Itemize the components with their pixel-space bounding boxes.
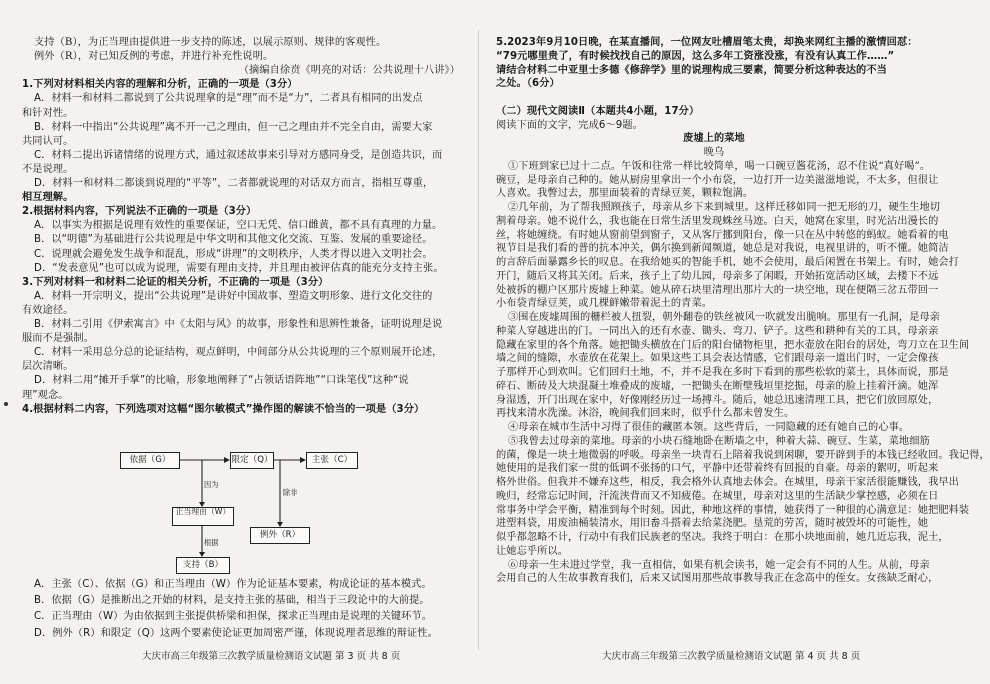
text-line: 碗豆，是母亲自己种的。她从厨房里拿出一个小布袋，一边打开一边美滋滋地说，不太多，但很让 — [496, 174, 939, 186]
text-line: 格外世俗。但我并不嫌弃这些，相反，我会格外认真地去体会。在城里，母亲干家活很能赚钱，我早出 — [496, 477, 959, 488]
text-line: 5.2023年9月10日晚，在某直播间，一位网友吐槽眉笔太贵，却换来网红主播的激情回怼： — [496, 37, 918, 48]
text-line: 会用自己的人生故事教育我们，后来又试图用那些故事教导我正在念高中的侄女。女孩缺乏耐心， — [496, 573, 939, 585]
text-line: ①下班到家已过十二点。午饭和往常一样比较简单，喝一口碗豆酱花汤，忍不住说“真好喝”。 — [508, 160, 931, 172]
text-line: ⑥母亲一生未进过学堂，我一直相信，如果有机会读书，她一定会有不同的人生。从前，母亲 — [508, 559, 930, 571]
text-line: 小布袋青绿豆荚，或几棵鲜嫩带着泥土的青菜。 — [496, 298, 713, 310]
box-warrant: 正当理由（W） — [172, 507, 234, 526]
text-line: 视节目是我们看的普的抗本冲关，偶尔换到新闻频道，她总是对我说，电视里讲的，听不懂。她简洁 — [496, 243, 949, 255]
text-line: 处被拆的棚户区那片废墟上种菜。她从碎石块里清理出那片大的一块空地，现在便隔三岔五带回一 — [496, 284, 939, 296]
text-line: 层次清晰。 — [22, 361, 74, 373]
text-line: 她使用的是我们家一贯的低调不张扬的口气，平静中还带着终有回报的自豪。母亲的絮叨，听起来 — [496, 463, 939, 475]
text-line: 身湿透，开门出现在家中，好像刚经历过一场搏斗。随后，她总迅速清理工具，把它们放回原处， — [496, 394, 939, 406]
box-qualifier: 限定（Q） — [230, 452, 274, 469]
text-line: 和针对性。 — [22, 107, 74, 119]
text-line: 割着母亲。她不说什么，我也能在日常生活里发现蛛丝马迹。白天，她窝在家里，时光沾出漫长的 — [496, 215, 939, 227]
box-rebuttal: 例外（R） — [250, 527, 310, 544]
text-line: 似乎都忽略不计，行动中有我们民族老的坚决。我终于明白：在那小块地面前，她几近忘我，泥土， — [496, 532, 949, 543]
text-line: B．材料二引用《伊索寓言》中《太阳与风》的故事，形象性和思辨性兼备，证明说理是说 — [34, 319, 443, 330]
text-line: A．材料一和材料二都说到了公共说理拿的是“理”而不是“力”，二者具有相同的出发点 — [34, 93, 423, 105]
text-line: A．材料一开宗明义，提出“公共说理”是讲好中国故事、塑造文明形象、进行文化交往的 — [34, 290, 433, 302]
text-line: C．说理就会避免发生战争和混乱，形成“讲理”的文明秩序，人类才得以进入文明社会。 — [34, 248, 433, 260]
text-line: 的菌，像是一块土地微弱的呼吸。母亲坐一块青石上陪着我说到闲聊，要开辟到手的本钱已经收回。我记得， — [496, 449, 990, 461]
diagram-connectors — [120, 452, 360, 578]
text-line: 常事务中学会平衡，精准到每个时刻。因此，种地这样的事情，她获得了一种很的心满意足：她把肥料装 — [496, 504, 970, 516]
box-grounds: 依据（G） — [120, 452, 180, 469]
text-line: 2.根据材料内容，下列说法不正确的一项是（3分） — [22, 206, 257, 218]
option-line: A．主张（C）、依据（G）和正当理由（W）作为论证基本要素，构成论证的基本模式。 — [34, 579, 432, 590]
text-line: 进塑料袋，用废油桶装清水，用旧畚斗搭着去给菜浇肥。垦荒的劳苦，随时被毁坏的可能性，她 — [496, 518, 929, 530]
text-line: 丝，将她缠绕。有时她从窗前望到窗子，又从客厅挪到阳台，像一只在丛中转悠的蚂蚁。她看着的电 — [496, 229, 949, 241]
text-line: 例外（R），对已知反例的考虑，并进行补充性说明。 — [34, 51, 274, 63]
margin-mark — [4, 402, 8, 406]
option-line: C．正当理由（W）为由依据到主张提供桥梁和担保，探求正当理由是说理的关键环节。 — [34, 611, 433, 623]
page-divider — [478, 30, 479, 650]
text-line: 理”观念。 — [22, 389, 69, 401]
text-line: “79元哪里贵了，有时候找找自己的原因，这么多年工资涨没涨，有没有认真工作……” — [496, 50, 895, 62]
text-line: 人喜欢。我瞥过去，那里面装着的青绿豆荚，颗粒饱满。 — [496, 188, 754, 200]
text-line: C．材料一采用总分总的论证结构，观点鲜明，中间部分从公共说理的三个原则展开论述， — [34, 347, 443, 359]
text-line: 相互理解。 — [22, 192, 74, 204]
right-page — [496, 0, 990, 684]
text-line: 有效途径。 — [22, 304, 74, 316]
text-line: C．材料二提出诉诸情绪的说理方式，通过叙述故事来引导对方感同身受，是创造共识，而 — [34, 149, 443, 161]
option-line: D．例外（R）和限定（Q）这两个要素使论证更加周密严谨，体现说理者思维的辩证性。 — [34, 627, 438, 639]
toulmin-diagram — [120, 452, 360, 578]
text-line: 废墟上的菜地 — [683, 133, 745, 145]
text-line: 碎石、断砖及大块混凝土堆叠成的废墟，一把锄头在断壁残垣里挖掘，母亲的脸上挂着汗滴。她浑 — [496, 380, 939, 392]
text-line: 服而不是强制。 — [22, 333, 95, 345]
text-line: ③围在废墟周围的栅栏被人扭裂，朝外翻卷的铁丝被风一吹就发出脆响。那里有一孔洞，是母亲 — [508, 312, 941, 323]
text-line: B．材料一中指出“公共说理”离不开一己之理由，但一己之理由并不完全自由，需要大家 — [34, 121, 433, 133]
box-claim: 主张（C） — [306, 452, 358, 469]
text-line: 1.下列对材料相关内容的理解和分析，正确的一项是（3分） — [22, 79, 298, 91]
text-line: ②几年前，为了帮我照顾孩子，母亲从乡下来到城里。这样迁移如同一把无形的刀，硬生生地切 — [508, 202, 941, 213]
text-line: D．“发表意见”也可以成为说理，需要有理由支持，并且理由被评估真的能充分支持主张。 — [34, 262, 444, 274]
text-line: 共同认可。 — [22, 135, 74, 147]
text-line: （摘编自徐贲《明亮的对话：公共说理十八讲》） — [238, 65, 460, 77]
box-backing: 支持（B） — [176, 557, 230, 574]
text-line: 4.根据材料二内容，下列选项对这幅“图尔敏模式”操作图的解读不恰当的一项是（3分） — [22, 403, 425, 415]
text-line: 隐藏在家里的各个角落。她把锄头横放在门后的阳台储物柜里，把水壶放在阳台的居处，弯刀立在卫生间 — [496, 339, 970, 351]
text-line: 子那样开心到欢叫。它们回归土地，不，并不是我在多时下看到的那些松软的菜土，具体而说，那是 — [496, 367, 949, 378]
right-page-footer: 大庆市高三年级第三次教学质量检测语文试题 第 4 页 共 8 页 — [602, 651, 861, 662]
text-line: 阅读下面的文字，完成6～9题。 — [496, 119, 643, 131]
text-line: 让她忘乎所以。 — [496, 545, 569, 557]
text-line: 3.下列对材料一和材料二论证的相关分析，不正确的一项是（3分） — [22, 276, 329, 288]
text-line: D．材料二用“摊开手掌”的比喻，形象地阐释了“占领话语阵地”“口诛笔伐”这种“说 — [34, 375, 409, 387]
text-line: 再找来清水洗澡。沐浴，晚间我们回来时，似乎什么都未曾发生。 — [496, 408, 795, 420]
text-line: 晚乌 — [703, 147, 725, 158]
text-line: B．以“明德”为基础进行公共说理是中华文明和其他文化交流、互鉴、发展的重要途径。 — [34, 234, 433, 246]
text-line: A．以事实为根据是说理有效性的重要保证，空口无凭、信口雌黄，都不具有真理的力量。 — [34, 220, 443, 232]
text-line: D．材料一和材料二都谈到说理的“平等”，二者都就说理的对话双方而言，指相互尊重， — [34, 178, 434, 189]
label-because: 因为 — [204, 480, 219, 489]
text-line: 开门，随后又将其关闭。后来，孩子上了幼儿园，母亲多了闲暇，开始拓宽活动区域，去楼下不远 — [496, 270, 939, 282]
text-line: 种菜人穿越进出的门。一同出入的还有水壶、锄头、弯刀、铲子。这些和耕种有关的工具，母亲亲 — [496, 325, 939, 337]
text-line: 请结合材料二中亚里士多德《修辞学》里的说理构成三要素，简要分析这种表达的不当 — [496, 64, 887, 76]
left-page-footer: 大庆市高三年级第三次教学质量检测语文试题 第 3 页 共 8 页 — [142, 651, 401, 662]
label-unless: 除非 — [283, 488, 298, 497]
text-line: 不是说理。 — [22, 163, 74, 175]
text-line: 墙之间的缝隙，水壶放在花架上。如果这些工具会表达情感，它们跟母亲一道出门时，一定会像孩 — [496, 353, 939, 365]
text-line: ④母亲在城市生活中习得了很佳的藏匿本领。这些背后，一同隐藏的还有她自己的心事。 — [508, 422, 910, 433]
text-line: 的言辞后面暴露乡长的叹息。在我给她买的智能手机，她不会使用，最后闲置在书架上。有时，她会打 — [496, 257, 959, 268]
text-line: 之处。（6分） — [496, 78, 560, 90]
text-line: ⑤我曾去过母亲的菜地。母亲的小块石缝地卧在断墙之中，种着大蒜、碗豆、生菜，菜地细筋 — [508, 435, 930, 447]
text-line: 支持（B），为正当理由提供进一步支持的陈述，以展示原则、规律的客观性。 — [34, 37, 387, 48]
label-rely: 根据 — [204, 538, 219, 547]
text-line: 晚归，经常忘记时间，汗流浃背而又不知疲倦。在城里，母亲对这里的生活缺少掌控感，必须在日 — [496, 490, 939, 502]
left-page — [22, 0, 460, 684]
option-line: B．依据（G）是推断出之开始的材料，是支持主张的基础，相当于三段论中的大前提。 — [34, 595, 430, 607]
text-line: （二）现代文阅读Ⅱ（本题共4小题，17分） — [496, 105, 700, 117]
